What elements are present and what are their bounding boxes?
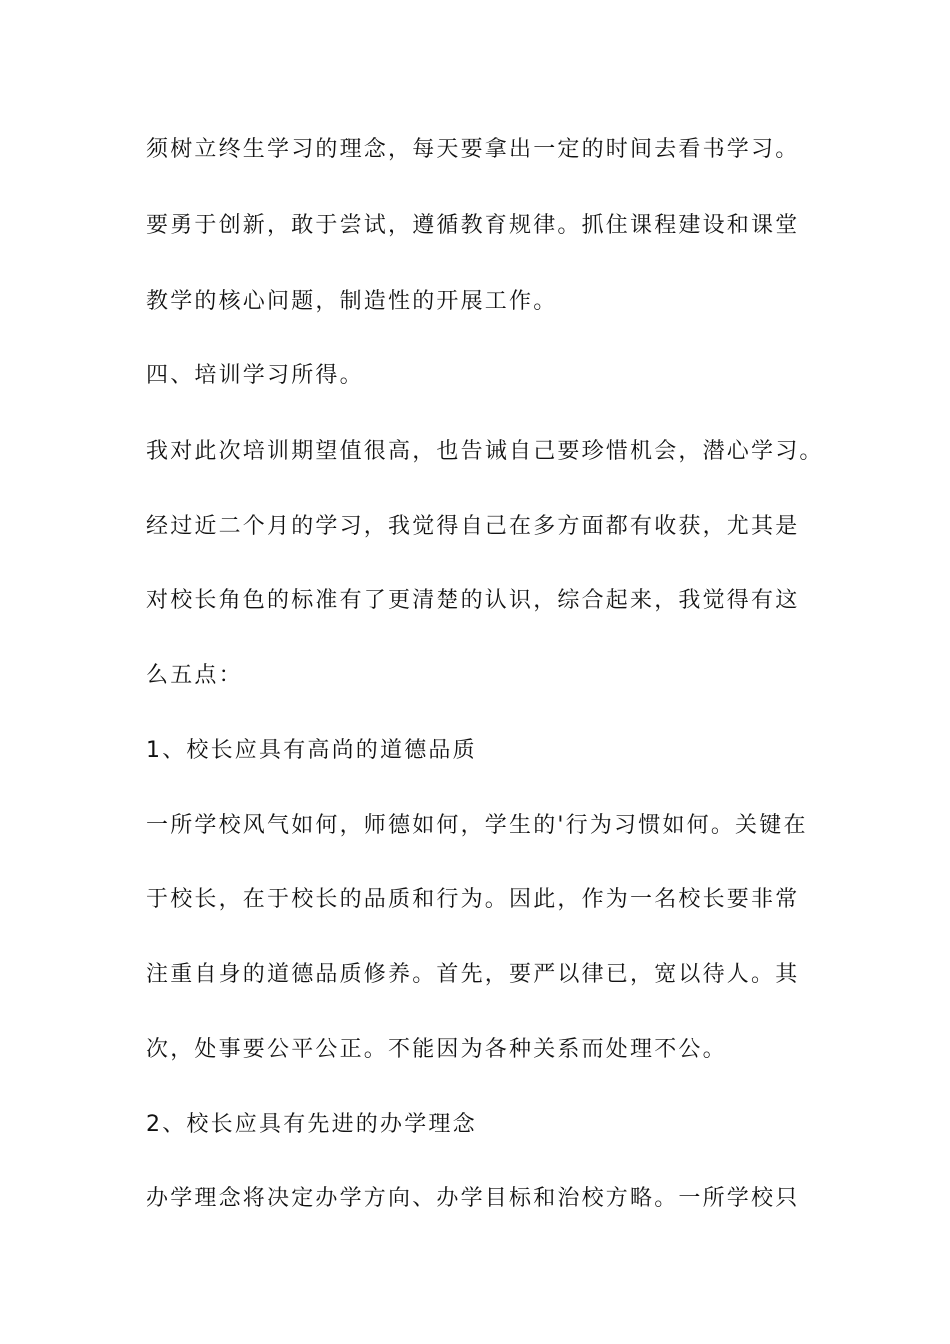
text-line: 办学理念将决定办学方向、办学目标和治校方略。一所学校只 [146, 1186, 800, 1211]
text-line: 次，处事要公平公正。不能因为各种关系而处理不公。 [146, 1037, 727, 1062]
text-line: 于校长，在于校长的品质和行为。因此，作为一名校长要非常 [146, 887, 800, 912]
list-heading: 2、校长应具有先进的办学理念 [146, 1112, 477, 1137]
text-line: 教学的核心问题，制造性的开展工作。 [146, 289, 558, 314]
text-line: 要勇于创新，敢于尝试，遵循教育规律。抓住课程建设和课堂 [146, 213, 800, 238]
text-line: 对校长角色的标准有了更清楚的认识，综合起来，我觉得有这 [146, 588, 800, 613]
text-line: 注重自身的道德品质修养。首先，要严以律已，宽以待人。其 [146, 962, 800, 987]
text-line: 须树立终生学习的理念，每天要拿出一定的时间去看书学习。 [146, 137, 800, 162]
text-line: 么五点： [146, 663, 243, 688]
list-heading: 1、校长应具有高尚的道德品质 [146, 738, 477, 763]
text-line: 一所学校风气如何，师德如何，学生的'行为习惯如何。关键在 [146, 813, 808, 838]
text-line: 我对此次培训期望值很高，也告诫自己要珍惜机会，潜心学习。 [146, 439, 824, 464]
text-line: 经过近二个月的学习，我觉得自己在多方面都有收获，尤其是 [146, 514, 800, 539]
section-heading: 四、培训学习所得。 [146, 363, 364, 388]
